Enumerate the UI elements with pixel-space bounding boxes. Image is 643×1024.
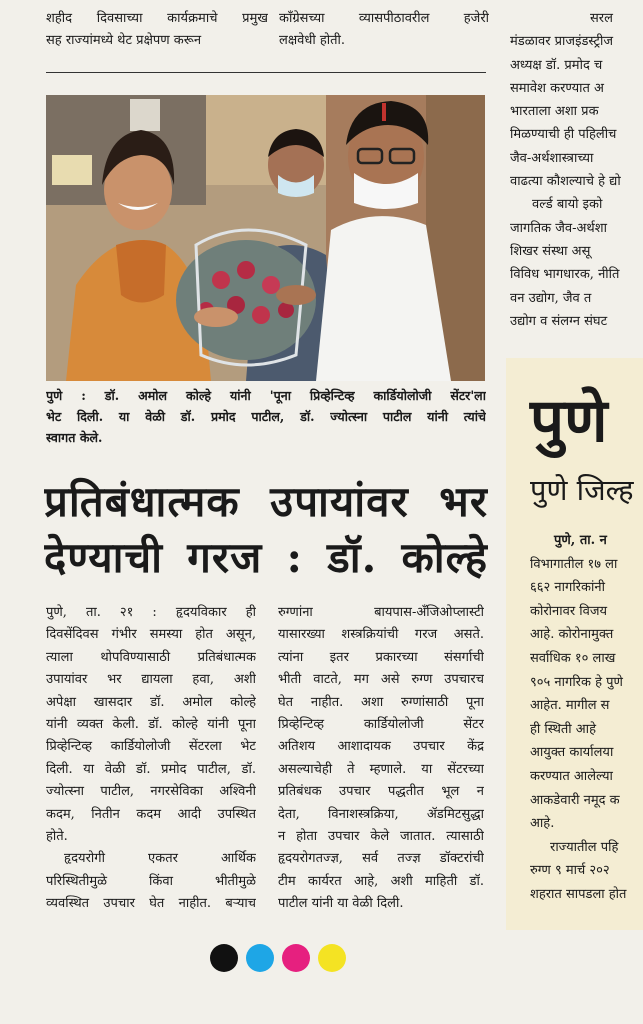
- body-line: ज्योत्स्ना पाटील, नगरसेविका अश्विनी: [46, 784, 256, 800]
- body-line: अतिशय आशादायक उपचार केंद्र: [278, 739, 484, 755]
- body-line: परिस्थितीमुळे किंवा भीतीमुळे: [46, 873, 256, 889]
- adjacent-article-text: [510, 8, 643, 334]
- text-line: कोरोनावर विजय: [530, 603, 608, 619]
- text-line: ही स्थिती आहे: [530, 721, 596, 737]
- registration-dot-yellow: [318, 944, 346, 972]
- registration-marks: [210, 944, 350, 972]
- body-line: रुग्णांना बायपास-अँजिओप्लास्टी: [278, 605, 484, 620]
- caption-line: स्वागत केले.: [46, 430, 103, 445]
- body-line: असल्याचेही ते म्हणाले. या सेंटरच्या: [278, 761, 484, 777]
- body-line: व्यवस्थित उपचार घेत नाहीत. बऱ्याच: [46, 896, 256, 912]
- text-line: आहेत. मागील स: [530, 698, 610, 714]
- body-line: यांनी व्यक्त केली. डॉ. कोल्हे यांनी पूना: [46, 716, 256, 732]
- text-line: जैव-अर्थशास्त्राच्या: [510, 150, 594, 166]
- registration-dot-cyan: [246, 944, 274, 972]
- body-line: प्रतिबंधक उपचार पद्धतीत भूल न: [278, 784, 484, 800]
- body-line: घेत नाहीत. अशा रुग्णांसाठी पूना: [278, 694, 484, 710]
- text-line: भारताला अशा प्रक: [510, 104, 599, 120]
- text-line: शहरात सापडला होत: [530, 886, 627, 902]
- registration-dot-magenta: [282, 944, 310, 972]
- body-line: टीम कार्यरत आहे, अशी माहिती डॉ.: [278, 873, 484, 889]
- body-line: भीती वाटते, मग असे रुग्ण उपचारच: [278, 672, 484, 688]
- news-photo: [46, 95, 485, 381]
- body-line: न होता उपचार केले जातात. त्यासाठी: [278, 828, 484, 844]
- photo-caption: [46, 385, 486, 448]
- caption-line: भेट दिली. या वेळी डॉ. प्रमोद पाटील, डॉ. ज्योत्स्ना पाटील यांनी त्यांचे: [46, 409, 486, 424]
- text-line: वन उद्योग, जैव त: [510, 290, 592, 306]
- box-headline: पुणे: [530, 386, 608, 456]
- text-line: आकडेवारी नमूद क: [530, 792, 620, 808]
- text-line: राज्यातील पहि: [550, 839, 619, 855]
- body-line: हृदयरोगतज्ज्ञ, सर्व तज्ज्ञ डॉक्टरांची: [278, 851, 484, 867]
- text-line: आयुक्त कार्यालया: [530, 745, 614, 761]
- registration-dot-black: [210, 944, 238, 972]
- body-line: कदम, नितीन कदम आदी उपस्थित: [46, 806, 256, 822]
- body-line: दिवसेंदिवस गंभीर समस्या होत असून,: [46, 627, 256, 643]
- section-divider: [46, 72, 486, 73]
- text-line: शहीद दिवसाच्या कार्यक्रमाचे प्रमुख: [46, 11, 268, 26]
- body-line: पुणे, ता. २१ : हृदयविकार ही: [46, 605, 256, 620]
- previous-article-column-1: [46, 8, 268, 53]
- article-body-column-2: [278, 602, 484, 915]
- headline-line: प्रतिबंधात्मक उपायांवर भर: [44, 477, 488, 526]
- text-line: शिखर संस्था असू: [510, 243, 591, 259]
- text-line: आहे. कोरोनामुक्त: [530, 627, 614, 643]
- body-line: देता, विनाशस्त्रक्रिया, ॲडमिटसुद्धा: [278, 806, 484, 822]
- adjacent-article-column: [506, 0, 643, 930]
- body-line: त्यांना इतर प्रकारच्या संसर्गाची: [278, 649, 484, 665]
- text-line: सरल: [590, 11, 613, 26]
- article-body-column-1: [46, 602, 256, 915]
- body-line: प्रिव्हेन्टिव्ह कार्डियोलोजी सेंटरला भेट: [46, 739, 256, 755]
- text-line: काँग्रेसच्या व्यासपीठावरील हजेरी: [279, 11, 489, 26]
- text-line: जागतिक जैव-अर्थशा: [510, 220, 607, 236]
- text-line: वाढत्या कौशल्याचे हे द्यो: [510, 174, 621, 190]
- text-line: सर्वाधिक १० लाख: [530, 650, 616, 666]
- text-line: विविध भागधारक, नीति: [510, 267, 620, 283]
- box-subheadline: पुणे जिल्ह: [530, 473, 634, 507]
- text-line: पुणे, ता. न: [554, 533, 607, 548]
- text-line: आहे.: [530, 816, 555, 832]
- text-line: अध्यक्ष डॉ. प्रमोद च: [510, 57, 603, 73]
- text-line: उद्योग व संलग्न संघट: [510, 313, 608, 329]
- body-line: उपायांवर भर द्यायला हवा, अशी: [46, 672, 256, 688]
- body-line: प्रिव्हेन्टिव्ह कार्डियोलोजी सेंटर: [278, 716, 484, 732]
- body-line: अपेक्षा खासदार डॉ. अमोल कोल्हे: [46, 694, 256, 710]
- text-line: ६६२ नागरिकांनी: [530, 580, 605, 596]
- headline-line: देण्याची गरज : डॉ. कोल्हे: [44, 533, 488, 582]
- text-line: लक्षवेधी होती.: [279, 33, 346, 49]
- body-line: दिली. या वेळी डॉ. प्रमोद पाटील, डॉ.: [46, 761, 256, 777]
- text-line: समावेश करण्यात अ: [510, 80, 604, 96]
- text-line: मंडळावर प्राजइंडस्ट्रीज: [510, 34, 614, 50]
- previous-article-column-2: [279, 8, 489, 53]
- text-line: करण्यात आलेल्या: [530, 768, 613, 784]
- text-line: मिळण्याची ही पहिलीच: [510, 127, 617, 143]
- text-line: रुग्ण ९ मार्च २०२: [530, 863, 610, 879]
- text-line: वर्ल्ड बायो इको: [532, 197, 603, 213]
- text-line: ९०५ नागरिक हे पुणे: [530, 674, 623, 690]
- body-line: त्याला थोपविण्यासाठी प्रतिबंधात्मक: [46, 649, 256, 665]
- body-line: हृदयरोगी एकतर आर्थिक: [64, 851, 256, 867]
- body-line: होते.: [46, 828, 68, 844]
- body-line: यासारख्या शस्त्रक्रियांची गरज असते.: [278, 627, 484, 643]
- text-line: विभागातील १७ ला: [530, 556, 618, 572]
- article-headline: [44, 474, 488, 586]
- box-body-text: [530, 530, 643, 908]
- caption-line: पुणे : डॉ. अमोल कोल्हे यांनी 'पूना प्रिव्हेन्टिव्ह कार्डियोलोजी सेंटर'ला: [46, 388, 486, 403]
- body-line: पाटील यांनी या वेळी दिली.: [278, 896, 404, 912]
- text-line: सह राज्यांमध्ये थेट प्रक्षेपण करून: [46, 33, 202, 49]
